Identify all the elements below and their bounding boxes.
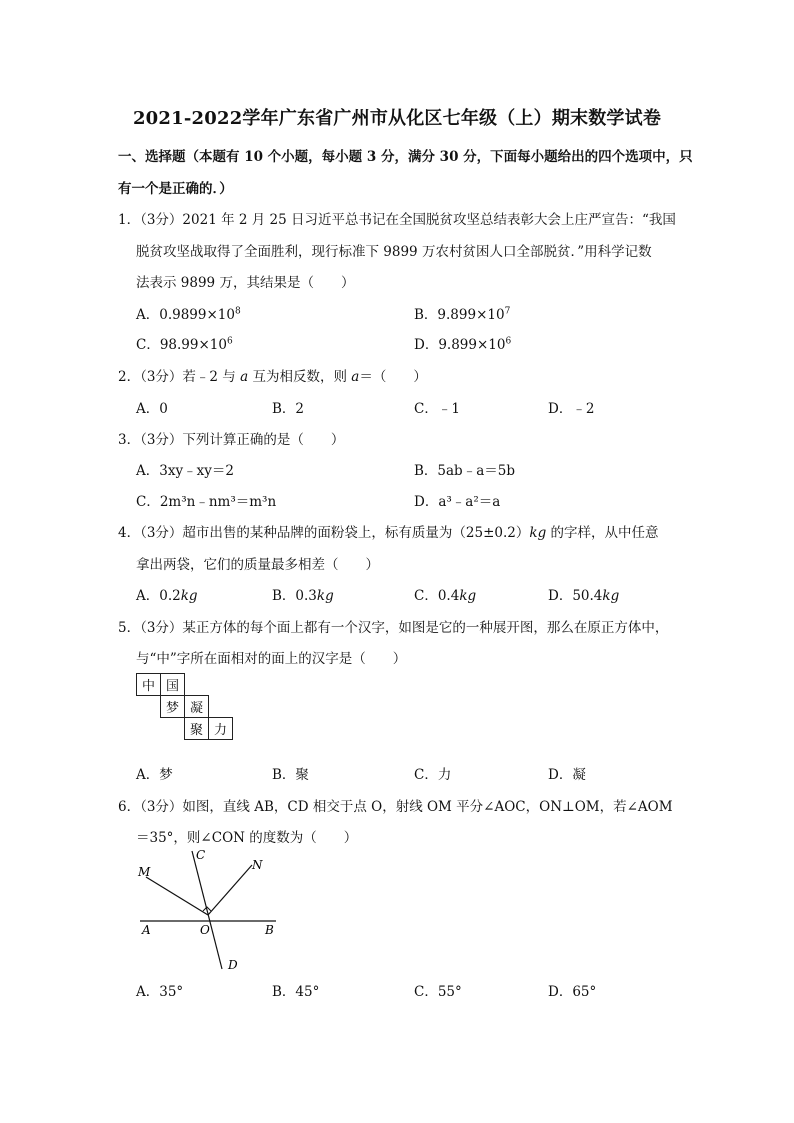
q3-stem: 3．（3分）下列计算正确的是（ ）: [118, 432, 345, 448]
q5-option-d: D．凝: [548, 767, 586, 783]
section-heading-line2: 有一个是正确的．）: [118, 181, 233, 197]
q4-option-b: B．0.3kg: [272, 588, 334, 604]
q4-option-c: C．0.4kg: [414, 588, 477, 604]
cube-cell: 凝: [185, 696, 209, 718]
q1-option-c: C．$98.99\times 10^6$: [136, 336, 233, 353]
ray-om: [146, 877, 208, 915]
label-m: M: [138, 865, 151, 879]
q4-line1: 4．（3分）超市出售的某种品牌的面粉袋上，标有质量为（25±0.2）kg 的字样，从中任意: [118, 525, 659, 541]
label-a: A: [142, 923, 151, 937]
q3-option-c: C．2m³n﹣nm³＝m³n: [136, 494, 277, 510]
q1-line1: 1．（3分）2021 年 2 月 25 日习近平总书记在全国脱贫攻坚总结表彰大会上庄严宣告：“我国: [118, 212, 676, 228]
q2-option-c: C．﹣1: [414, 401, 460, 417]
label-d: D: [228, 958, 238, 972]
cube-net-figure: [136, 673, 233, 740]
q2-option-b: B．2: [272, 401, 305, 417]
label-o: O: [200, 923, 210, 937]
ray-on: [208, 865, 252, 915]
q2-option-d: D．﹣2: [548, 401, 595, 417]
label-c: C: [196, 848, 206, 862]
cube-cell: 力: [209, 718, 233, 740]
q4-option-a: A．0.2kg: [136, 588, 198, 604]
q4-option-d: D．50.4kg: [548, 588, 620, 604]
q1-line2: 脱贫攻坚战取得了全面胜利，现行标准下 9899 万农村贫困人口全部脱贫．”用科学记数: [136, 244, 652, 260]
q6-line1: 6．（3分）如图，直线 AB，CD 相交于点 O，射线 OM 平分∠AOC，ON⊥OM，若∠AOM: [118, 799, 673, 815]
q1-option-a: A．$0.9899\times 10^8$: [136, 306, 241, 323]
q5-option-b: B．聚: [272, 767, 309, 783]
q1-line3: 法表示 9899 万，其结果是（ ）: [136, 275, 355, 291]
q5-option-a: A．梦: [136, 767, 173, 783]
q6-option-a: A．35°: [136, 984, 184, 1000]
q3-option-b: B．5ab﹣a＝5b: [414, 463, 515, 479]
q6-option-b: B．45°: [272, 984, 320, 1000]
cube-cell: 中: [137, 674, 161, 696]
q1-option-b: B．$9.899\times 10^7$: [414, 306, 511, 323]
cube-cell: 国: [161, 674, 185, 696]
q3-option-d: D．a³﹣a²＝a: [414, 494, 501, 510]
q2-option-a: A．0: [136, 401, 168, 417]
q6-option-c: C．55°: [414, 984, 462, 1000]
cube-cell: 梦: [161, 696, 185, 718]
cube-cell: 聚: [185, 718, 209, 740]
q4-line2: 拿出两袋，它们的质量最多相差（ ）: [136, 557, 379, 573]
line-cd: [192, 851, 222, 969]
q5-line1: 5．（3分）某正方体的每个面上都有一个汉字，如图是它的一种展开图，那么在原正方体中，: [118, 620, 669, 636]
q5-option-c: C．力: [414, 767, 452, 783]
angle-figure: [130, 845, 290, 975]
section-heading-line1: 一、选择题（本题有 10 个小题，每小题 3 分，满分 30 分，下面每小题给出的四个选项中，只: [118, 149, 693, 165]
q3-option-a: A．3xy﹣xy＝2: [136, 463, 234, 479]
q6-line2: ＝35°，则∠CON 的度数为（ ）: [136, 830, 358, 846]
page-title: 2021-2022学年广东省广州市从化区七年级（上）期末数学试卷: [132, 108, 662, 129]
label-b: B: [265, 923, 274, 937]
q2-stem: 2．（3分）若﹣2 与 a 互为相反数，则 a＝（ ）: [118, 369, 427, 385]
q5-line2: 与“中”字所在面相对的面上的汉字是（ ）: [136, 651, 407, 667]
q6-option-d: D．65°: [548, 984, 597, 1000]
q1-option-d: D．$9.899\times 10^6$: [414, 336, 512, 353]
label-n: N: [252, 858, 263, 872]
